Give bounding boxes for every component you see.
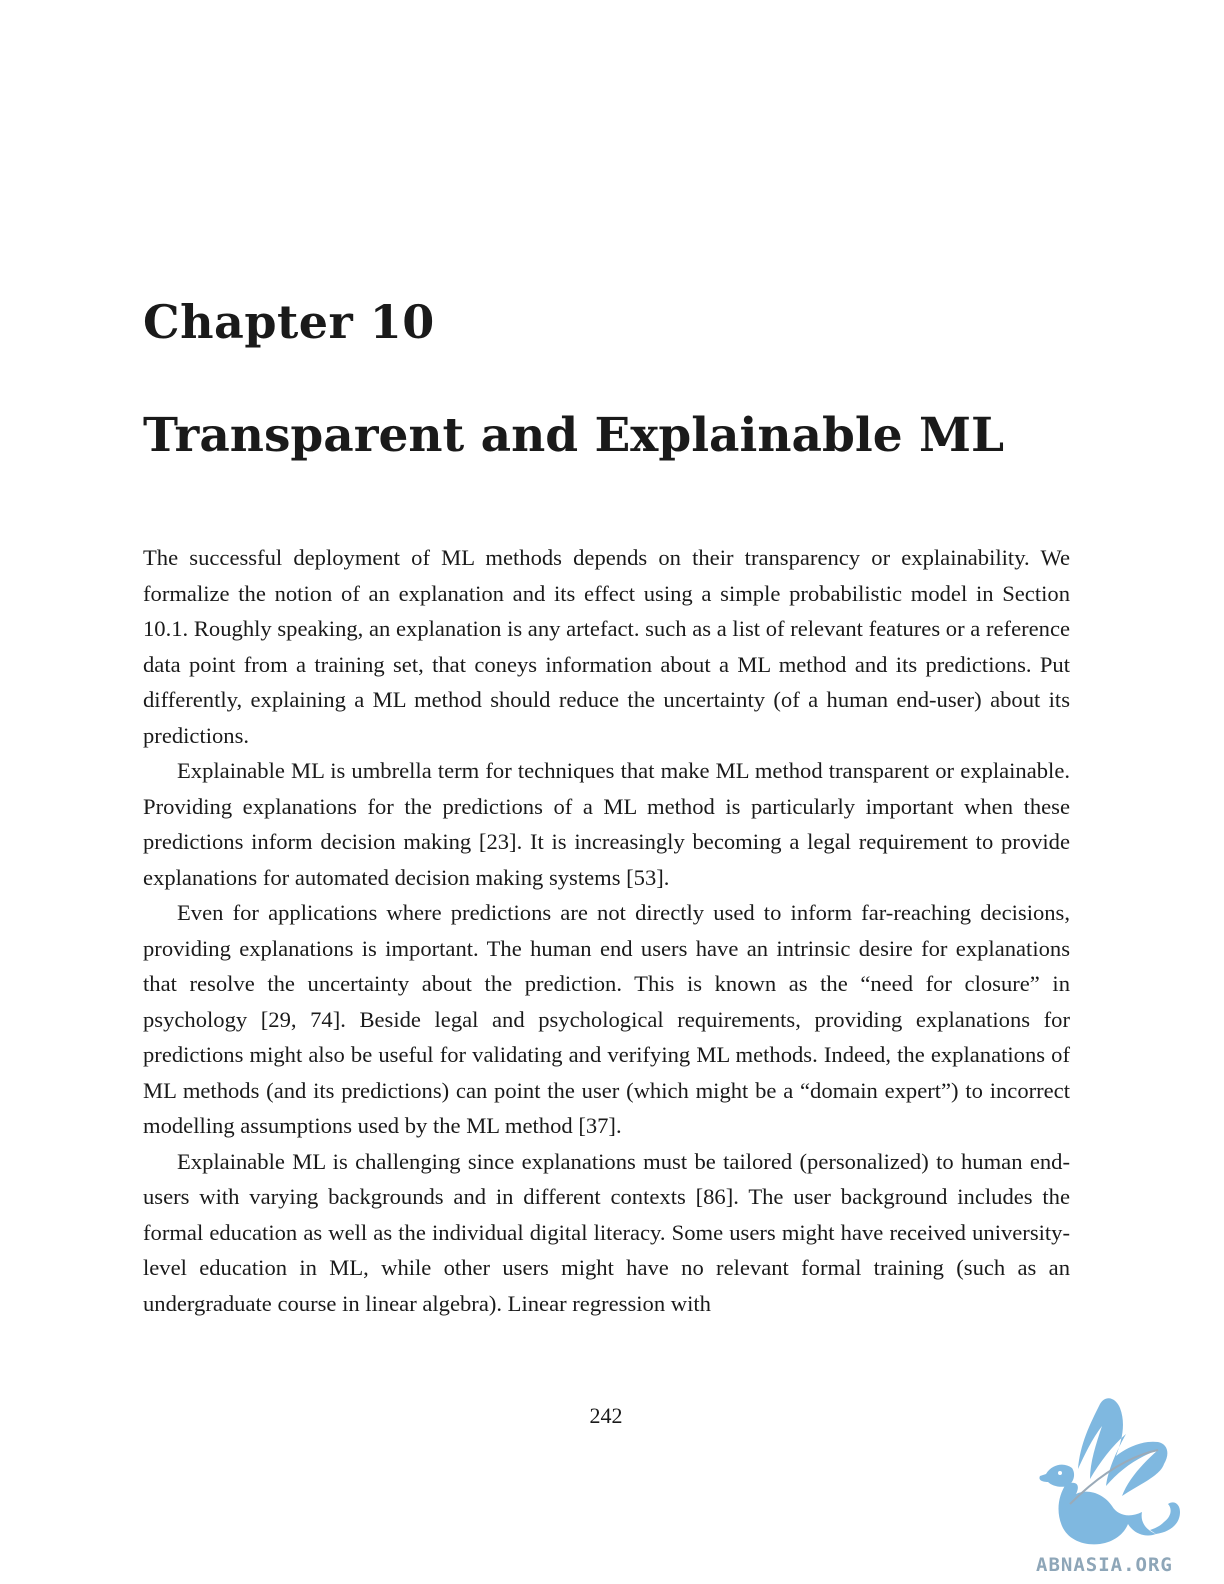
paragraph: Explainable ML is challenging since explanations must be tailored (personalized) to human end-users with varying backgrounds and in different contexts [86]. The user background includes the formal education as well as the individual digital literacy. Some users might have received university-level education in ML, while other users might have no relevant formal training (such as an undergraduate course in linear algebra). Linear regression with <box>143 1148 1070 1316</box>
watermark-text: ABNASIA.ORG <box>1036 1554 1173 1576</box>
chapter-label: Chapter 10 <box>143 295 435 349</box>
griffin-logo-icon <box>1030 1384 1210 1576</box>
chapter-title: Transparent and Explainable ML <box>143 408 1005 463</box>
paragraph: Even for applications where predictions are not directly used to inform far-reaching decisions, providing explanations is important. The human end users have an intrinsic desire for explanations that resolve the uncertainty about the prediction. This is known as the “need for closure” in psychology [29, 74]. Beside legal and psychological requirements, providing explanations for predictions might also be useful for validating and verifying ML methods. Indeed, the explanations of ML methods (and its predictions) can point the user (which might be a “domain expert”) to incorrect modelling assumptions used by the ML method [37]. <box>143 900 1070 1138</box>
body-text <box>143 540 1070 1321</box>
paragraph: Explainable ML is umbrella term for techniques that make ML method transparent or explainable. Providing explanations for the predictions of a ML method is particularly important when these predictions inform decision making [23]. It is increasingly becoming a legal requirement to provide explanations for automated decision making systems [53]. <box>143 758 1070 890</box>
paragraph: The successful deployment of ML methods depends on their transparency or explainability. We formalize the notion of an explanation and its effect using a simple probabilistic model in Section 10.1. Roughly speaking, an explanation is any artefact. such as a list of relevant features or a reference data point from a training set, that coneys information about a ML method and its predictions. Put differently, explaining a ML method should reduce the uncertainty (of a human end-user) about its predictions. <box>143 545 1070 748</box>
page-number: 242 <box>589 1403 623 1428</box>
